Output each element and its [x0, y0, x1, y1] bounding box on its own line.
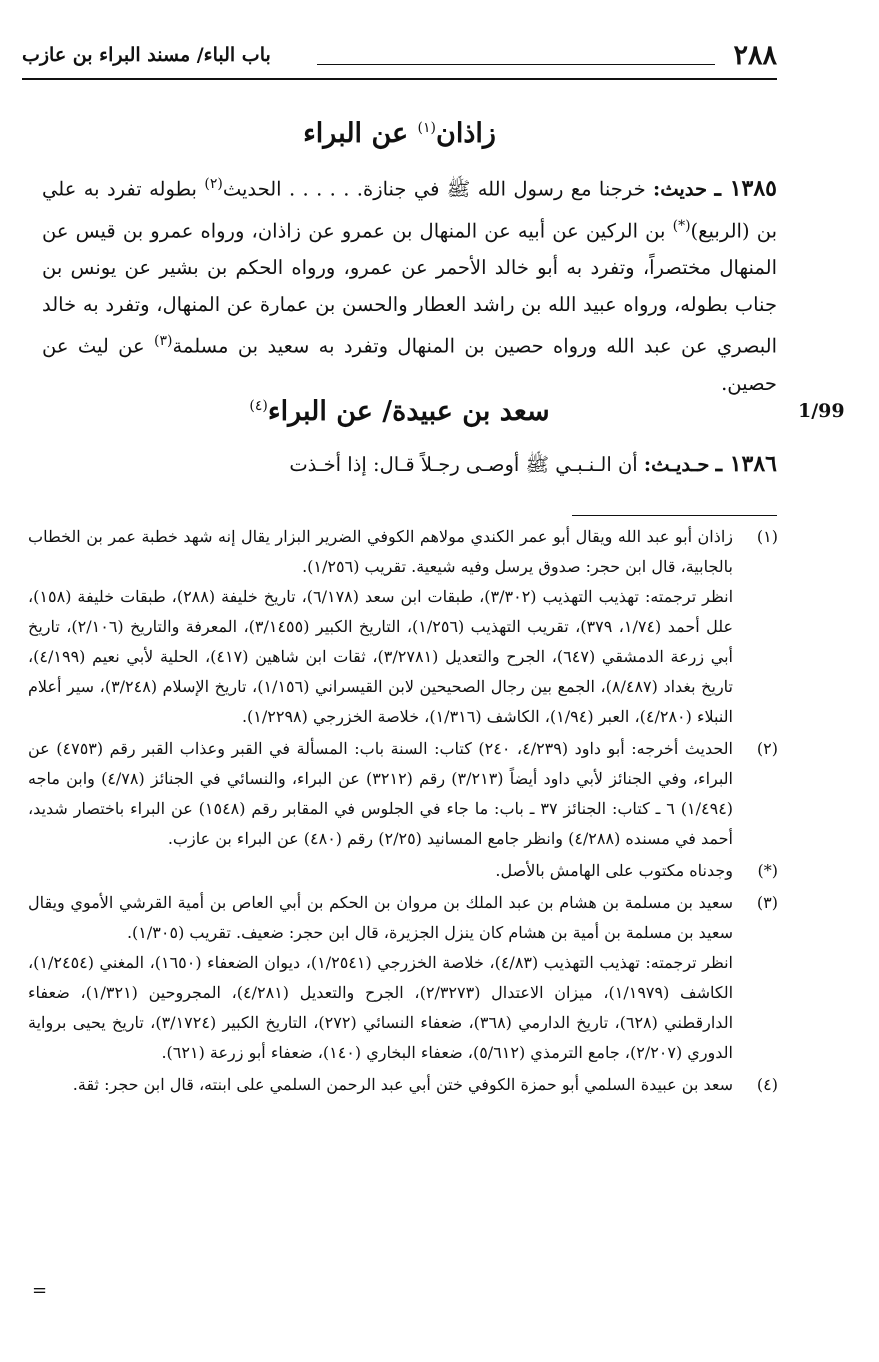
page-header [22, 40, 777, 74]
section-title-saad [22, 396, 777, 427]
continuation-mark: = [32, 1280, 48, 1301]
running-title: باب الباء/ مسند البراء بن عازب [22, 44, 271, 66]
footnote-3 [28, 888, 778, 1068]
hadith-text: أن الـنـبـي ﷺ أوصـى رجـلاً قـال: إذا أخـذت [289, 453, 638, 476]
footnote-4 [28, 1070, 778, 1100]
hadith-text: بطوله تفرد به علي بن (الربيع) [42, 177, 777, 242]
footnote-ref: (*) [672, 217, 691, 234]
footnote-number: (٤) [756, 1075, 778, 1094]
section-title-zadhan [22, 118, 777, 149]
footnote-ref: (٣) [154, 333, 173, 349]
footnote-2 [28, 734, 778, 854]
footnote-text: سعيد بن مسلمة بن هشام بن عبد الملك بن مروان بن الحكم بن أبي العاص بن أمية القرشي الأموي ويقال سعيد بن مسلمة بن أمية بن هشام كان ينزل الجزيرة، قال ابن حجر: ضعيف. تقريب (١/٣٠٥). [28, 893, 733, 942]
page-number: ٢٨٨ [733, 40, 777, 71]
footnote-ref: (٤) [249, 398, 268, 414]
footnote-number: (*) [757, 861, 778, 880]
footnote-divider [572, 515, 777, 516]
hadith-1386 [42, 446, 777, 483]
header-divider [22, 78, 777, 80]
footnote-text: انظر ترجمته: تهذيب التهذيب (٤/٨٣)، خلاصة الخزرجي (١/٢٥٤١)، ديوان الضعفاء (١٦٥٠)، المغني (١/٢٤٥٤)، الكاشف (١/١٩٧٩)، ميزان الاعتدال (٢/٣٢٧٣)، الجرح والتعديل (٤/٢٨١)، المجروحين (١/٣٢١)، ضعفاء الدارقطني (٦٢٨)، تاريخ الدارمي (٣٦٨)، ضعفاء النسائي (٢٧٢)، التاريخ الكبير (٣/١٧٢٤)، تاريخ يحيى برواية الدوري (٢/٢٠٧)، جامع الترمذي (٥/٦١٢)، ضعفاء البخاري (١٤٠)، ضعفاء أبو زرعة (٦٢١). [28, 953, 734, 1062]
section-title-rest: عن البراء [303, 118, 409, 149]
hadith-number: ١٣٨٥ ـ [714, 175, 777, 202]
footnote-text: وجدناه مكتوب على الهامش بالأصل. [495, 861, 733, 880]
footnote-text: سعد بن عبيدة السلمي أبو حمزة الكوفي ختن أبي عبد الرحمن السلمي على ابنته، قال ابن حجر: ثقة. [72, 1075, 733, 1094]
hadith-label: حديث: [653, 177, 708, 201]
section-title-text: زاذان [436, 118, 496, 149]
hadith-number: ١٣٨٦ ـ [715, 451, 777, 477]
footnote-text: انظر ترجمته: تهذيب التهذيب (٣/٣٠٢)، طبقات ابن سعد (٦/١٧٨)، تاريخ خليفة (٢٨٨)، طبقات خليفة (١٥٨)، علل أحمد (١/٧٤، ٣٧٩)، تقريب التهذيب (١/٢٥٦)، التاريخ الكبير (٣/١٤٥٥)، المعرفة والتاريخ (٢/١٠٦)، تاريخ أبي زرعة الدمشقي (٦٤٧)، الجرح والتعديل (٣/٢٧٨١)، ثقات ابن شاهين (٤١٧)، الحلية لأبي نعيم (٤/١٩٩)، تاريخ بغداد (٨/٤٨٧)، الجمع بين رجال الصحيحين لابن القيسراني (١/١٥٦)، تاريخ الإسلام (٣/٢٤٨)، سير أعلام النبلاء (٤/٢٨٠)، العبر (١/٩٤)، الكاشف (١/٣١٦)، خلاصة الخزرجي (١/٢٢٩٨). [28, 587, 734, 726]
footnote-text: زاذان أبو عبد الله ويقال أبو عمر الكندي مولاهم الكوفي الضرير البزار يقال إنه شهد خطبة عمر بن الخطاب بالجابية، قال ابن حجر: صدوق يرسل وفيه شيعية. تقريب (١/٢٥٦). [28, 527, 733, 576]
footnote-number: (٣) [756, 893, 778, 912]
footnote-number: (٢) [756, 739, 778, 758]
footnote-1 [28, 522, 778, 732]
hadith-text: خرجنا مع رسول الله ﷺ في جنازة. . . . . . الحديث [222, 177, 646, 201]
hadith-text: بن الركين عن أبيه عن المنهال بن عمرو عن زاذان، ورواه عمرو بن قيس عن المنهال مختصراً، وتفرد به أبو خالد الأحمر عن عمرو، ورواه الحكم بن بشير عن يونس بن جناب بطوله، ورواه عبيد الله بن راشد العطار والحسن بن عمارة عن المنهال، وتفرد به خالد البصري عن عبد الله ورواه حصين بن المنهال وتفرد به سعيد بن مسلمة [42, 219, 777, 358]
section-title-text: سعد بن عبيدة/ عن البراء [267, 396, 550, 427]
header-rule [317, 64, 715, 65]
hadith-1385 [42, 166, 777, 402]
footnote-text: الحديث أخرجه: أبو داود (٤/٢٣٩، ٢٤٠) كتاب: السنة باب: المسألة في القبر وعذاب القبر رقم (٤٧٥٣) عن البراء، وفي الجنائز لأبي داود أيضاً (٣/٢١٣) رقم (٣٢١٢) عن البراء، والنسائي في الجنائز (٤/٧٨) وابن ماجه (١/٤٩٤) ٦ ـ كتاب: الجنائز ٣٧ ـ باب: ما جاء في الجلوس في المقابر رقم (١٥٤٨) عن البراء باختصار شديد، أحمد في مسنده (٤/٢٨٨) وانظر جامع المسانيد (٢/٢٥) رقم (٤٨٠) عن البراء بن عازب. [28, 739, 734, 848]
footnote-star [28, 856, 778, 886]
footnote-ref: (٢) [204, 176, 223, 192]
footnote-ref: (١) [417, 120, 436, 136]
footnotes [28, 522, 778, 1102]
footnote-number: (١) [756, 527, 778, 546]
margin-volume-mark: 1/99 [798, 400, 845, 422]
hadith-label: حـديـث: [643, 453, 710, 476]
hadith-text: عن ليث عن حصين. [42, 334, 777, 395]
